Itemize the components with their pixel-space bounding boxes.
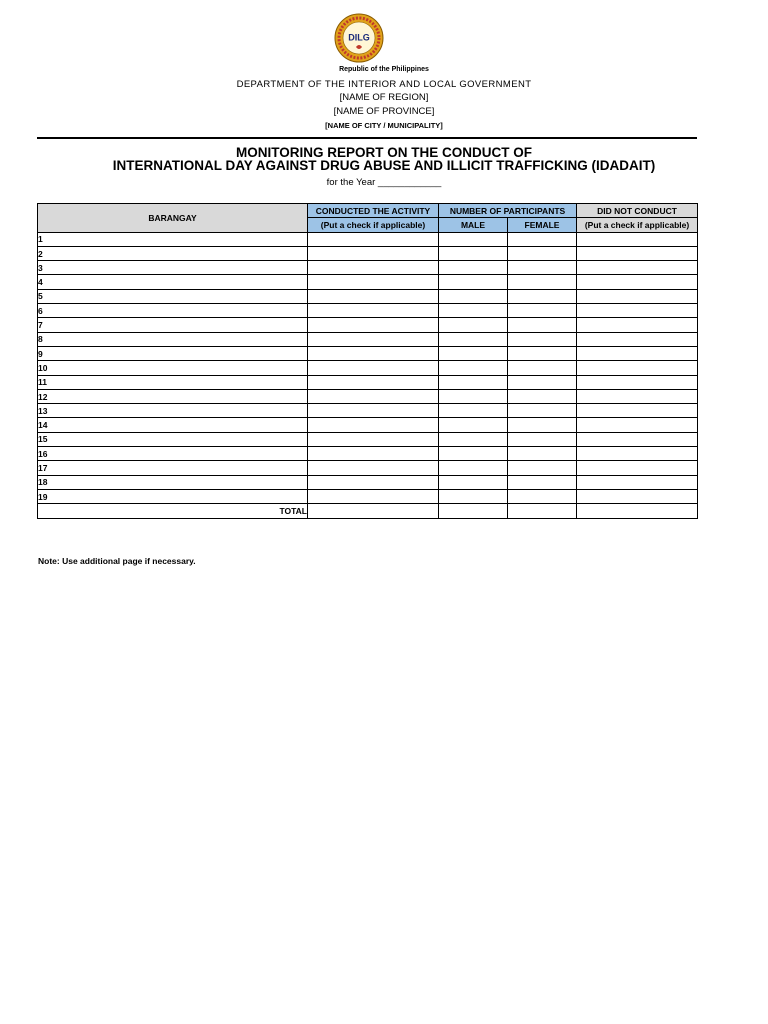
did-not-conduct-cell[interactable] — [577, 261, 698, 275]
conducted-cell[interactable] — [308, 404, 439, 418]
did-not-conduct-cell[interactable] — [577, 346, 698, 360]
conducted-cell[interactable] — [308, 332, 439, 346]
table-row — [38, 375, 698, 389]
conducted-cell[interactable] — [308, 261, 439, 275]
conducted-cell[interactable] — [308, 346, 439, 360]
row-number: 15 — [38, 432, 308, 446]
col-subheader-did-not-conduct: (Put a check if applicable) — [577, 218, 698, 232]
table-row — [38, 489, 698, 503]
col-header-participants: NUMBER OF PARTICIPANTS — [439, 204, 577, 218]
conducted-cell[interactable] — [308, 418, 439, 432]
table-row — [38, 447, 698, 461]
row-number: 19 — [38, 489, 308, 503]
dilg-seal-logo — [334, 13, 384, 63]
table-row — [38, 432, 698, 446]
female-cell[interactable] — [508, 346, 577, 360]
total-conducted-cell[interactable] — [308, 504, 439, 518]
department-name: DEPARTMENT OF THE INTERIOR AND LOCAL GOVERNMENT — [236, 79, 532, 90]
did-not-conduct-cell[interactable] — [577, 361, 698, 375]
conducted-cell[interactable] — [308, 275, 439, 289]
did-not-conduct-cell[interactable] — [577, 332, 698, 346]
table-row — [38, 275, 698, 289]
total-row — [38, 504, 698, 518]
row-number: 3 — [38, 261, 308, 275]
conducted-cell[interactable] — [308, 318, 439, 332]
row-number: 1 — [38, 232, 308, 246]
did-not-conduct-cell[interactable] — [577, 475, 698, 489]
conducted-cell[interactable] — [308, 432, 439, 446]
row-number: 18 — [38, 475, 308, 489]
col-header-barangay: BARANGAY — [38, 204, 308, 233]
table-row — [38, 461, 698, 475]
female-cell[interactable] — [508, 275, 577, 289]
conducted-cell[interactable] — [308, 289, 439, 303]
male-cell[interactable] — [439, 447, 508, 461]
did-not-conduct-cell[interactable] — [577, 232, 698, 246]
table-row — [38, 418, 698, 432]
row-number: 14 — [38, 418, 308, 432]
row-number: 10 — [38, 361, 308, 375]
row-number: 5 — [38, 289, 308, 303]
male-cell[interactable] — [439, 275, 508, 289]
male-cell[interactable] — [439, 418, 508, 432]
table-row — [38, 389, 698, 403]
republic-label: Republic of the Philippines — [339, 66, 429, 73]
table-row — [38, 475, 698, 489]
male-cell[interactable] — [439, 304, 508, 318]
male-cell[interactable] — [439, 232, 508, 246]
row-number: 11 — [38, 375, 308, 389]
did-not-conduct-cell[interactable] — [577, 246, 698, 260]
conducted-cell[interactable] — [308, 475, 439, 489]
row-number: 17 — [38, 461, 308, 475]
seal-text: DILG — [348, 32, 370, 43]
did-not-conduct-cell[interactable] — [577, 275, 698, 289]
row-number: 8 — [38, 332, 308, 346]
report-title-line2: INTERNATIONAL DAY AGAINST DRUG ABUSE AND ILLICIT TRAFFICKING (IDADAIT) — [112, 158, 656, 173]
province-placeholder: [NAME OF PROVINCE] — [333, 106, 435, 117]
male-cell[interactable] — [439, 246, 508, 260]
female-cell[interactable] — [508, 404, 577, 418]
col-header-did-not-conduct: DID NOT CONDUCT — [577, 204, 698, 218]
male-cell[interactable] — [439, 432, 508, 446]
did-not-conduct-cell[interactable] — [577, 489, 698, 503]
row-number: 4 — [38, 275, 308, 289]
table-row — [38, 246, 698, 260]
female-cell[interactable] — [508, 389, 577, 403]
female-cell[interactable] — [508, 475, 577, 489]
female-cell[interactable] — [508, 418, 577, 432]
female-cell[interactable] — [508, 232, 577, 246]
region-placeholder: [NAME OF REGION] — [339, 92, 429, 103]
female-cell[interactable] — [508, 375, 577, 389]
row-number: 7 — [38, 318, 308, 332]
conducted-cell[interactable] — [308, 232, 439, 246]
row-number: 2 — [38, 246, 308, 260]
report-title-line1: MONITORING REPORT ON THE CONDUCT OF — [236, 145, 532, 160]
conducted-cell[interactable] — [308, 461, 439, 475]
male-cell[interactable] — [439, 261, 508, 275]
conducted-cell[interactable] — [308, 447, 439, 461]
female-cell[interactable] — [508, 261, 577, 275]
did-not-conduct-cell[interactable] — [577, 389, 698, 403]
female-cell[interactable] — [508, 246, 577, 260]
did-not-conduct-cell[interactable] — [577, 418, 698, 432]
city-placeholder: [NAME OF CITY / MUNICIPALITY] — [325, 121, 443, 130]
male-cell[interactable] — [439, 318, 508, 332]
table-row — [38, 304, 698, 318]
female-cell[interactable] — [508, 432, 577, 446]
row-number: 12 — [38, 389, 308, 403]
header-divider — [37, 137, 697, 139]
male-cell[interactable] — [439, 389, 508, 403]
row-number: 6 — [38, 304, 308, 318]
conducted-cell[interactable] — [308, 304, 439, 318]
row-number: 16 — [38, 447, 308, 461]
col-subheader-male: MALE — [439, 218, 508, 232]
male-cell[interactable] — [439, 461, 508, 475]
female-cell[interactable] — [508, 447, 577, 461]
did-not-conduct-cell[interactable] — [577, 318, 698, 332]
conducted-cell[interactable] — [308, 489, 439, 503]
table-row — [38, 361, 698, 375]
did-not-conduct-cell[interactable] — [577, 289, 698, 303]
table-row — [38, 289, 698, 303]
did-not-conduct-cell[interactable] — [577, 432, 698, 446]
female-cell[interactable] — [508, 318, 577, 332]
female-cell[interactable] — [508, 461, 577, 475]
did-not-conduct-cell[interactable] — [577, 304, 698, 318]
total-male-cell[interactable] — [439, 504, 508, 518]
table-row — [38, 232, 698, 246]
col-subheader-female: FEMALE — [508, 218, 577, 232]
female-cell[interactable] — [508, 361, 577, 375]
male-cell[interactable] — [439, 375, 508, 389]
female-cell[interactable] — [508, 489, 577, 503]
did-not-conduct-cell[interactable] — [577, 404, 698, 418]
male-cell[interactable] — [439, 489, 508, 503]
male-cell[interactable] — [439, 361, 508, 375]
did-not-conduct-cell[interactable] — [577, 447, 698, 461]
total-did-not-cell[interactable] — [577, 504, 698, 518]
male-cell[interactable] — [439, 404, 508, 418]
did-not-conduct-cell[interactable] — [577, 461, 698, 475]
male-cell[interactable] — [439, 332, 508, 346]
table-row — [38, 332, 698, 346]
table-row — [38, 261, 698, 275]
female-cell[interactable] — [508, 289, 577, 303]
conducted-cell[interactable] — [308, 375, 439, 389]
conducted-cell[interactable] — [308, 246, 439, 260]
table-row — [38, 404, 698, 418]
male-cell[interactable] — [439, 289, 508, 303]
female-cell[interactable] — [508, 304, 577, 318]
total-female-cell[interactable] — [508, 504, 577, 518]
row-number: 9 — [38, 346, 308, 360]
monitoring-table — [37, 203, 698, 519]
total-label: TOTAL — [38, 504, 308, 518]
female-cell[interactable] — [508, 332, 577, 346]
did-not-conduct-cell[interactable] — [577, 375, 698, 389]
year-field: for the Year ____________ — [326, 177, 442, 188]
row-number: 13 — [38, 404, 308, 418]
table-row — [38, 318, 698, 332]
table-row — [38, 346, 698, 360]
conducted-cell[interactable] — [308, 361, 439, 375]
male-cell[interactable] — [439, 475, 508, 489]
male-cell[interactable] — [439, 346, 508, 360]
footer-note: Note: Use additional page if necessary. — [38, 556, 196, 566]
conducted-cell[interactable] — [308, 389, 439, 403]
col-header-conducted: CONDUCTED THE ACTIVITY — [308, 204, 439, 218]
col-subheader-conducted: (Put a check if applicable) — [308, 218, 439, 232]
